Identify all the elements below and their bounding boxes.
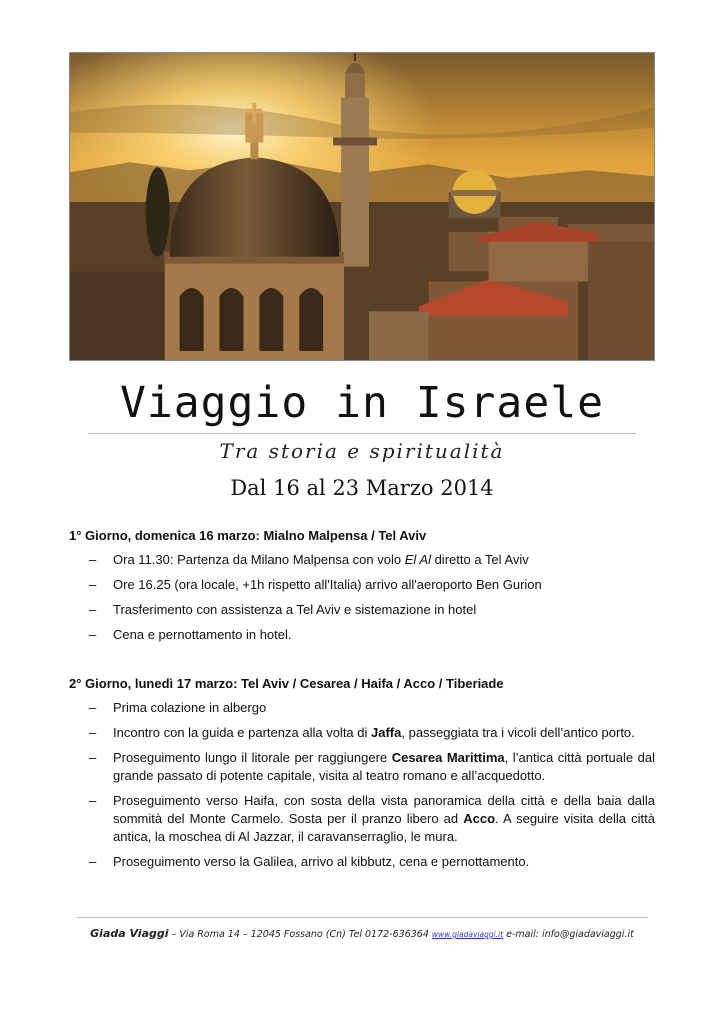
- dash-bullet: –: [89, 750, 97, 765]
- list-item: – Proseguimento lungo il litorale per raggiungere Cesarea Marittima, l’antica città portuale dal grande passato di potente capitale, visita al teatro romano e all’acquedotto.: [89, 750, 656, 783]
- page-subtitle: Tra storia e spiritualità: [219, 439, 505, 463]
- trip-dates: Dal 16 al 23 Marzo 2014: [230, 476, 494, 500]
- footer-email: e-mail: info@giadaviaggi.it: [503, 929, 634, 940]
- list-item: – Trasferimento con assistenza a Tel Aviv e sistemazione in hotel: [89, 602, 477, 617]
- list-item: – Ora 11.30: Partenza da Milano Malpensa con volo El Al diretto a Tel Aviv: [89, 552, 529, 567]
- list-item: – Proseguimento verso la Galilea, arrivo al kibbutz, cena e pernottamento.: [89, 854, 530, 869]
- day-2-heading: 2° Giorno, lunedì 17 marzo: Tel Aviv / Cesarea / Haifa / Acco / Tiberiade: [69, 676, 504, 691]
- dash-bullet: –: [89, 577, 97, 592]
- dash-bullet: –: [89, 552, 97, 567]
- page-title: Viaggio in Israele: [120, 378, 604, 428]
- footer-website-link[interactable]: www.giadaviaggi.it: [431, 930, 504, 939]
- dash-bullet: –: [89, 602, 97, 617]
- footer-divider: [76, 917, 648, 918]
- jerusalem-skyline-photo: [69, 52, 655, 361]
- footer-brand: Giada Viaggi: [90, 927, 169, 940]
- list-item: – Incontro con la guida e partenza alla volta di Jaffa, passeggiata tra i vicoli dell’antico porto.: [89, 725, 635, 740]
- list-item: – Prima colazione in albergo: [89, 700, 267, 715]
- day-1-section: [69, 527, 655, 651]
- dash-bullet: –: [89, 700, 97, 715]
- day-2-section: [69, 675, 655, 878]
- dash-bullet: –: [89, 627, 97, 642]
- list-item: – Ore 16.25 (ora locale, +1h rispetto all'Italia) arrivo all'aeroporto Ben Gurion: [89, 577, 542, 592]
- dash-bullet: –: [89, 793, 97, 808]
- day-1-heading: 1° Giorno, domenica 16 marzo: Mialno Malpensa / Tel Aviv: [69, 528, 427, 543]
- list-item: – Cena e pernottamento in hotel.: [89, 627, 292, 642]
- title-divider: [88, 433, 636, 434]
- dash-bullet: –: [89, 854, 97, 869]
- jerusalem-skyline-illustration: [70, 53, 654, 360]
- day-2-list: [69, 699, 655, 871]
- list-item: – Proseguimento verso Haifa, con sosta della vista panoramica della città e della baia dalla sommità del Monte Carmelo. Sosta per il pranzo libero ad Acco. A seguire visita della città antica, la moschea di Al Jazzar, il caravanserraglio, le mura.: [89, 793, 655, 844]
- day-1-list: [69, 551, 655, 644]
- footer-address: – Via Roma 14 – 12045 Fossano (Cn) Tel 0172-636364: [168, 929, 432, 940]
- dash-bullet: –: [89, 725, 97, 740]
- footer: [0, 927, 724, 940]
